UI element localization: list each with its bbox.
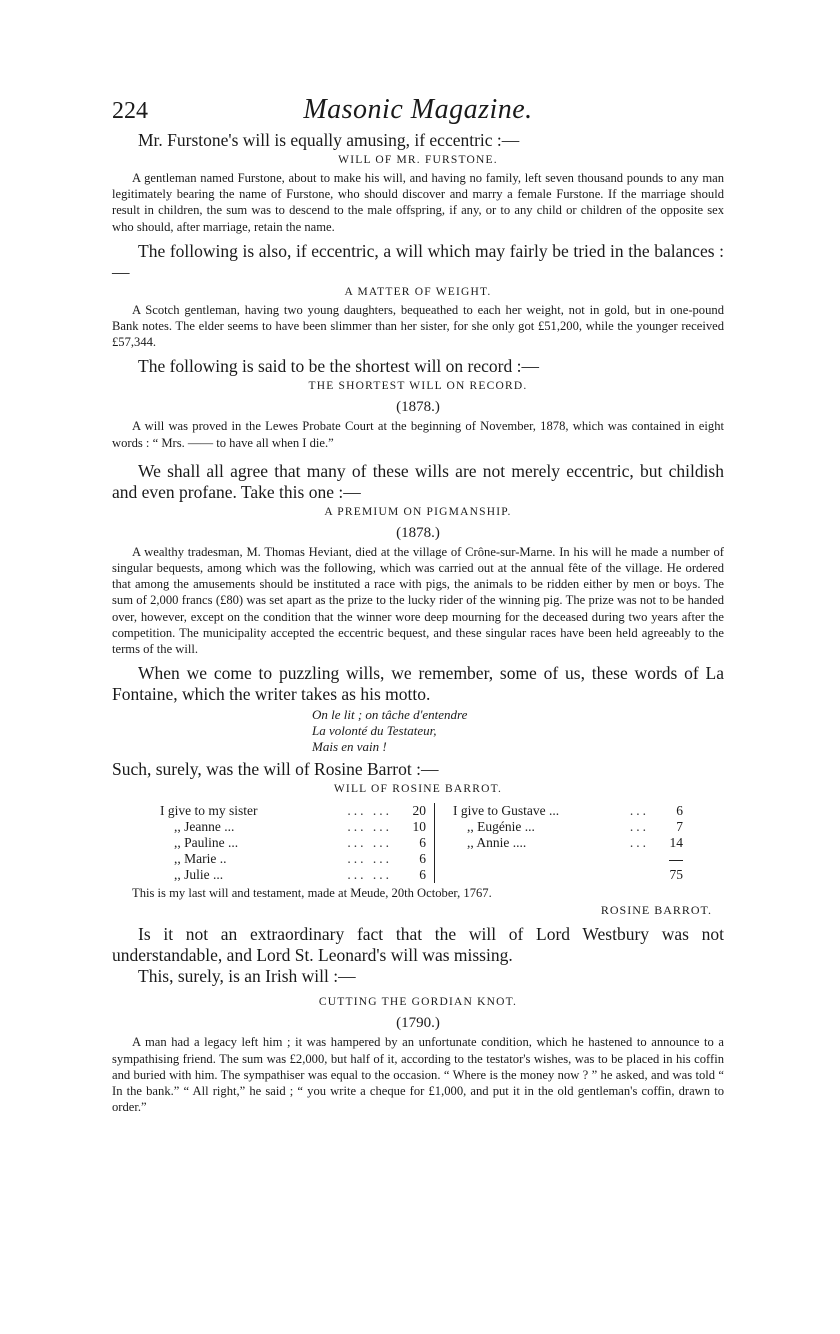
heading-furstone: WILL OF MR. FURSTONE. <box>338 154 498 166</box>
will-row: ,, Annie .... ... 14 <box>467 835 683 851</box>
will-column-left <box>160 803 435 883</box>
will-row: ,, Julie ... ... ... 6 <box>174 867 426 883</box>
barrot-signature: ROSINE BARROT. <box>600 903 712 918</box>
heading-premium: A PREMIUM ON PIGMANSHIP. <box>324 505 512 518</box>
will-row: ,, Eugénie ... ... 7 <box>467 819 683 835</box>
heading-barrot: WILL OF ROSINE BARROT. <box>333 783 503 796</box>
verse-quote <box>312 707 724 755</box>
text-shortest: A will was proved in the Lewes Probate Court at the beginning of November, 1878, which was contained in eight words : “ Mrs. —— to have all when I die.” <box>112 419 724 450</box>
will-row: ,, Jeanne ... ... ... 10 <box>174 819 426 835</box>
will-row: ,, Pauline ... ... ... 6 <box>174 835 426 851</box>
will-row: I give to my sister ... ... 20 <box>160 803 426 819</box>
barrot-closing: This is my last will and testament, made at Meude, 20th October, 1767. <box>132 886 492 901</box>
heading-shortest: THE SHORTEST WILL ON RECORD. <box>308 380 528 393</box>
page-number: 224 <box>112 98 148 124</box>
year-shortest: (1878.) <box>396 399 440 416</box>
will-total-rule-row <box>453 851 683 867</box>
intro-westbury: Is it not an extraordinary fact that the will of Lord Westbury was not understandable, and Lord St. Leonard's will was missing. <box>112 924 724 966</box>
intro-barrot: Such, surely, was the will of Rosine Barrot :— <box>112 759 439 780</box>
intro-irish: This, surely, is an Irish will :— <box>138 966 356 987</box>
will-total-row <box>453 867 683 883</box>
will-row: I give to Gustave ... ... 6 <box>453 803 683 819</box>
year-gordian: (1790.) <box>396 1015 440 1032</box>
intro-premium: We shall all agree that many of these wills are not merely eccentric, but childish and even profane. Take this one :— <box>112 460 724 502</box>
text-gordian: A man had a legacy left him ; it was hampered by an unfortunate condition, which he hastened to announce to a sympathising friend. The sum was £2,000, but half of it, according to the testator's wishes, was to be placed in his coffin and buried with him. The sympathiser was equal to the occasion. “ Where is the money now ? ” he asked, and was told “ In the bank.” “ All right,” he said ; “ you write a cheque for £1,000, and put it in the old gentleman's coffin, drawn to order.” <box>112 1035 724 1115</box>
intro-weight: The following is also, if eccentric, a will which may fairly be tried in the balances :— <box>112 240 724 282</box>
will-row: ,, Marie .. ... ... 6 <box>174 851 426 867</box>
text-weight: A Scotch gentleman, having two young daughters, bequeathed to each her weight, not in gold, but in one-pound Bank notes. The elder seems to have been slimmer than her sister, for she only got £51,200, while the younger received £57,344. <box>112 302 724 350</box>
heading-gordian: CUTTING THE GORDIAN KNOT. <box>318 996 518 1009</box>
verse-line: Mais en vain ! <box>312 739 387 755</box>
text-premium: A wealthy tradesman, M. Thomas Heviant, died at the village of Crône-sur-Marne. In his will he made a number of singular bequests, among which was the following, which was carried out at the annual fête of the village. He ordered that among the amusements should be instituted a race with pigs, the animals to be ridden either by men or boys. The sum of 2,000 francs (£80) was set apart as the prize to the lucky rider of the winning pig. The prize was not to be handed over, however, except on the condition that the winner wore deep mourning for the deceased during two years after the competition. The municipality accepted the eccentric bequest, and these singular races have been held agreeably to the terms of the will. <box>112 544 724 657</box>
year-premium: (1878.) <box>396 524 440 541</box>
barrot-will-table <box>160 803 724 883</box>
magazine-page <box>112 94 724 1115</box>
will-total: 75 <box>669 867 683 883</box>
will-column-right <box>435 803 683 883</box>
total-rule <box>669 860 683 861</box>
verse-line: La volonté du Testateur, <box>312 723 437 739</box>
heading-weight: A MATTER OF WEIGHT. <box>344 285 492 298</box>
magazine-title: Masonic Magazine. <box>303 94 533 125</box>
intro-shortest: The following is said to be the shortest will on record :— <box>138 356 539 377</box>
verse-line: On le lit ; on tâche d'entendre <box>312 707 468 723</box>
intro-furstone: Mr. Furstone's will is equally amusing, if eccentric :— <box>138 130 520 150</box>
intro-puzzling: When we come to puzzling wills, we remember, some of us, these words of La Fontaine, which the writer takes as his motto. <box>112 663 724 705</box>
text-furstone: A gentleman named Furstone, about to make his will, and having no family, left seven thousand pounds to any man legitimately bearing the name of Furstone, who should discover and marry a female Furstone. If the marriage should result in children, the sum was to descend to the male offspring, if any, or to any child or children of the opposite sex who should, after marriage, retain the name. <box>112 171 724 234</box>
running-head <box>112 94 724 130</box>
